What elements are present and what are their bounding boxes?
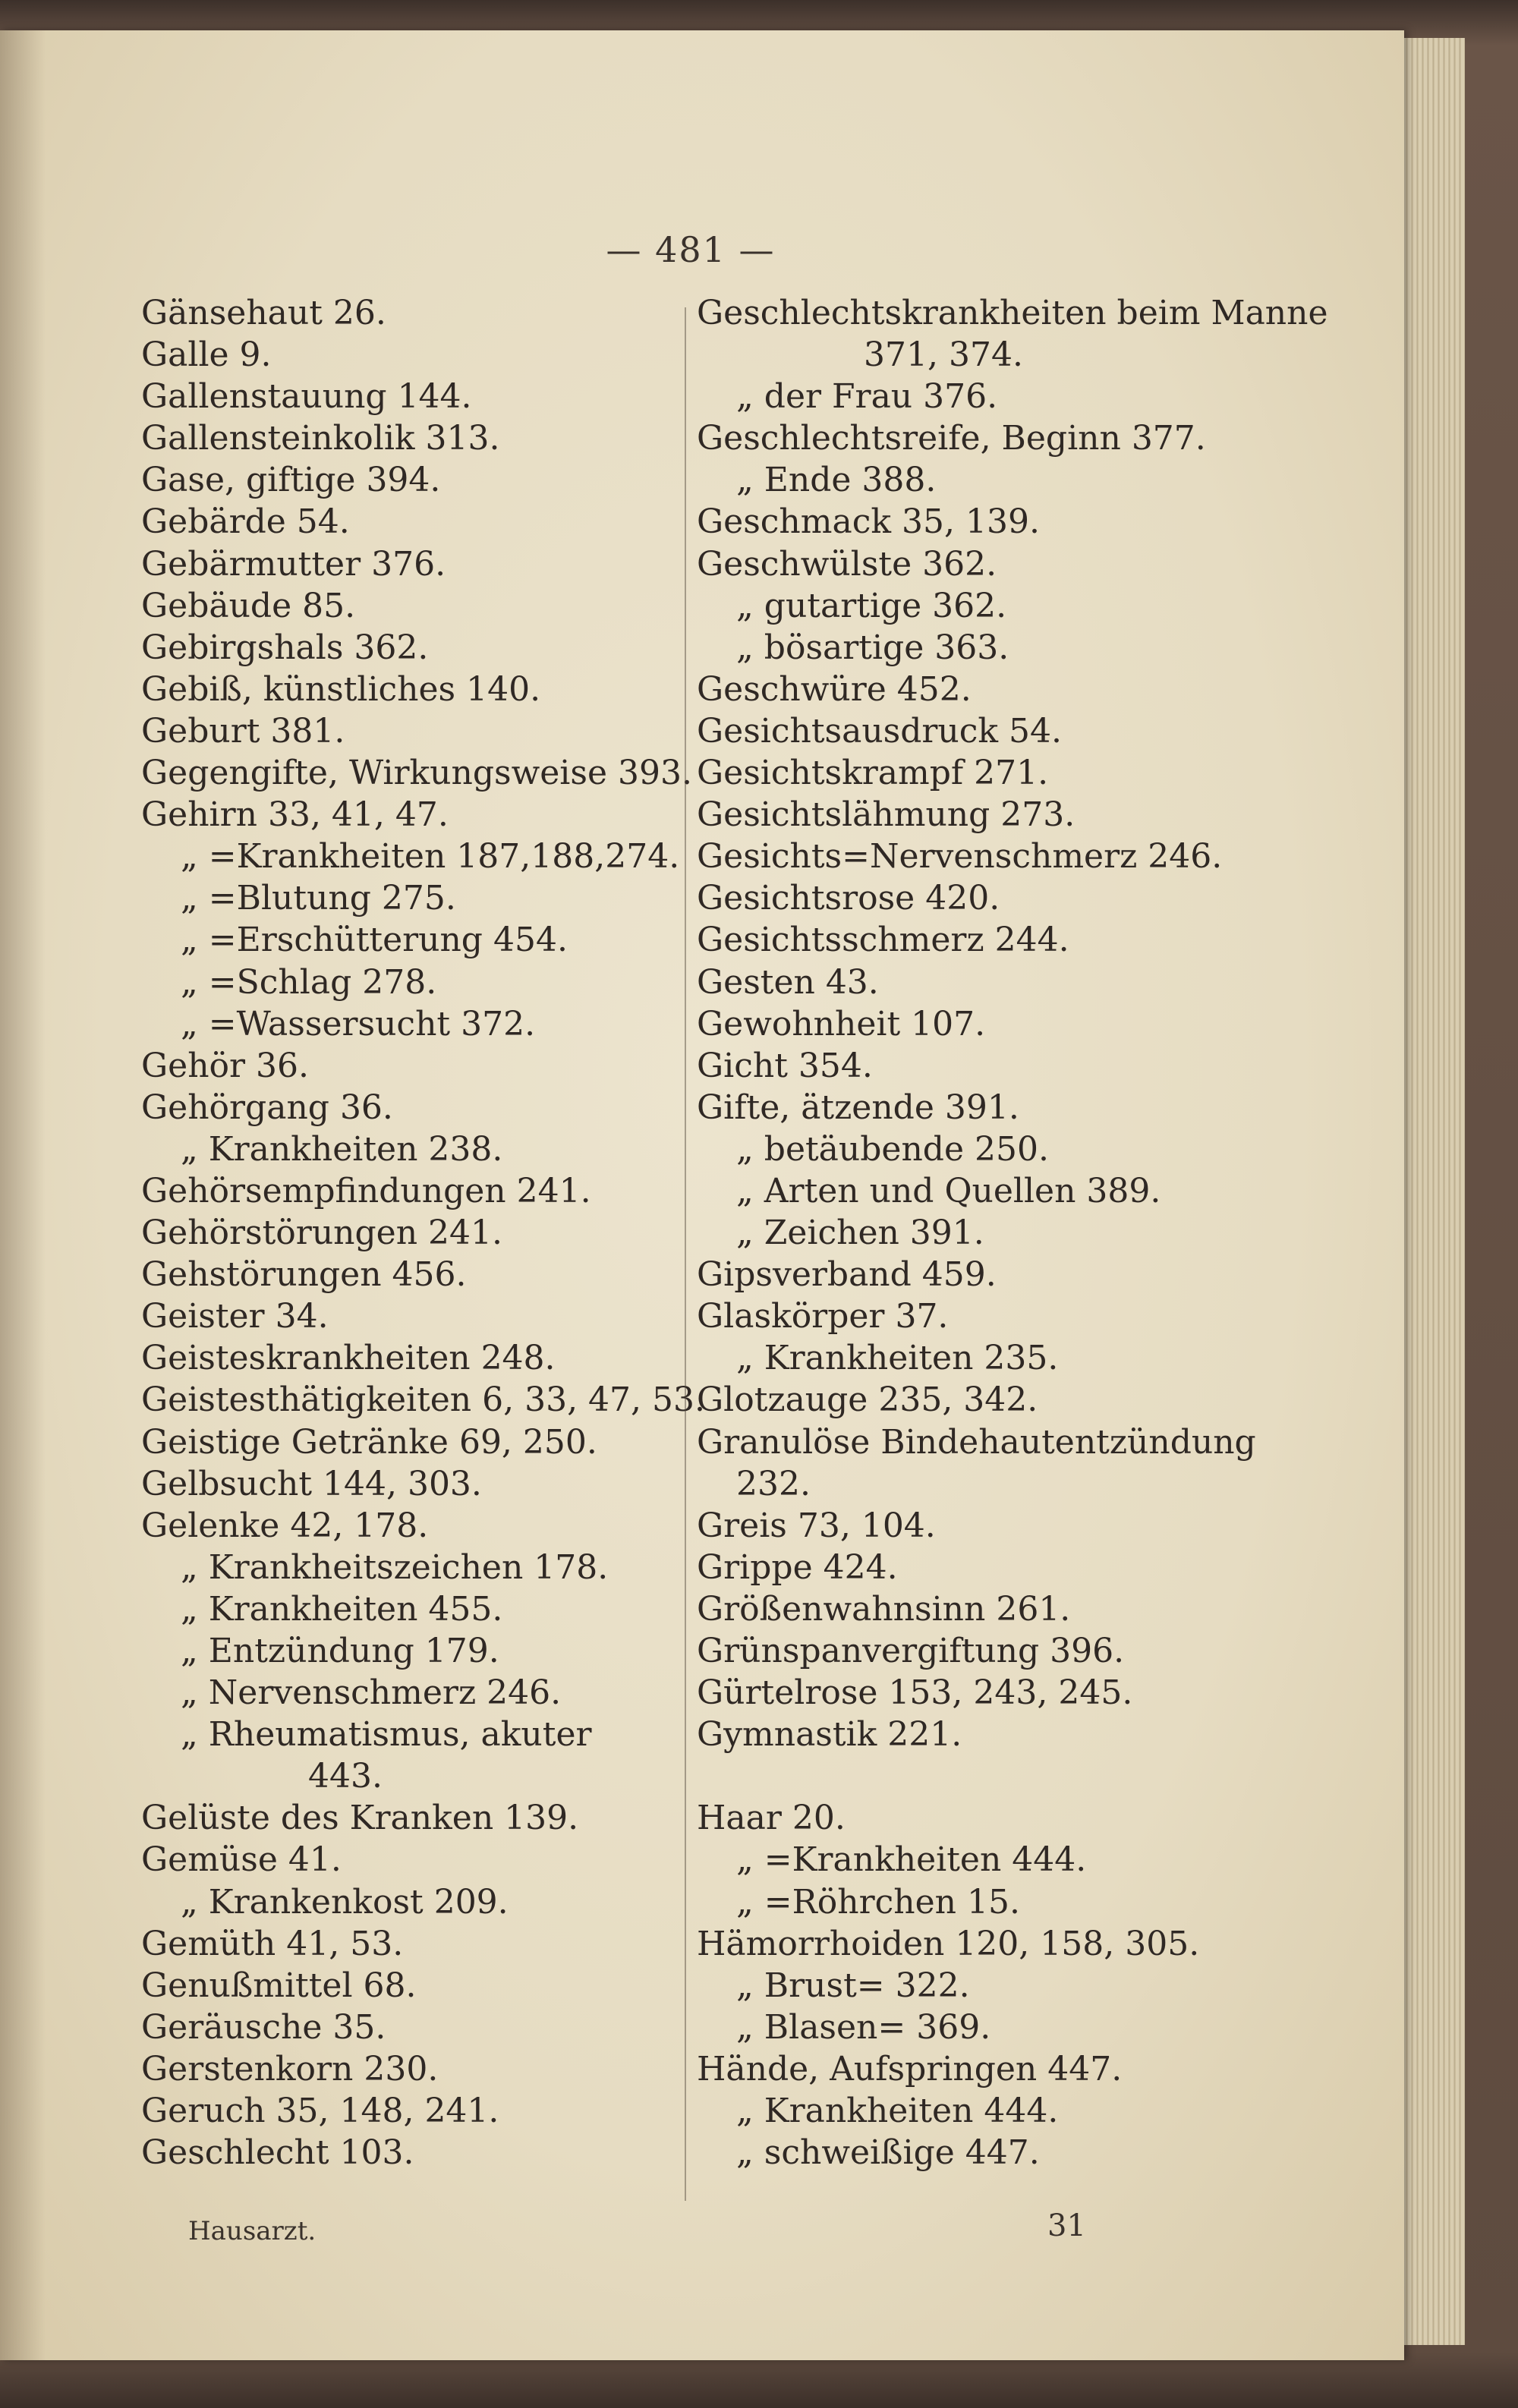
- index-entry: Geistesthätigkeiten 6, 33, 47, 53.: [141, 1380, 705, 1420]
- index-entry: Gesichtsausdruck 54.: [697, 711, 1063, 751]
- index-entry: Grünspanvergiftung 396.: [697, 1632, 1125, 1670]
- index-entry: „ betäubende 250.: [736, 1129, 1049, 1169]
- index-entry: Gesten 43.: [697, 962, 879, 1002]
- index-entry: „ bösartige 363.: [736, 628, 1009, 667]
- index-entry: Hämorrhoiden 120, 158, 305.: [697, 1924, 1200, 1963]
- index-entry: Gehör 36.: [141, 1046, 310, 1085]
- signature-mark: Hausarzt.: [188, 2216, 317, 2246]
- index-entry: Gehörgang 36.: [141, 1088, 393, 1127]
- index-entry: Geschlechtskrankheiten beim Manne: [697, 294, 1328, 332]
- index-entry: „ schweißige 447.: [736, 2133, 1040, 2173]
- index-entry: 443.: [308, 1757, 383, 1796]
- index-entry: „ Zeichen 391.: [736, 1213, 984, 1253]
- index-entry: Geschlechtsreife, Beginn 377.: [697, 419, 1206, 458]
- index-entry: 232.: [736, 1464, 811, 1503]
- index-entry: Gesichtslähmung 273.: [697, 795, 1076, 835]
- index-entry: Gelüste des Kranken 139.: [141, 1799, 579, 1838]
- index-entry: Glaskörper 37.: [697, 1297, 949, 1336]
- index-entry: „ =Schlag 278.: [181, 962, 437, 1002]
- index-entry: Gänsehaut 26.: [141, 294, 386, 332]
- index-column-right: [697, 292, 1328, 2173]
- index-entry: Gallensteinkolik 313.: [141, 419, 500, 458]
- index-entry: Hände, Aufspringen 447.: [697, 2049, 1123, 2089]
- index-entry: Gymnastik 221.: [697, 1715, 962, 1755]
- index-entry: Geschmack 35, 139.: [697, 502, 1040, 542]
- index-entry: Gesichtsrose 420.: [697, 879, 1000, 918]
- index-entry: Galle 9.: [141, 335, 272, 375]
- index-entry: „ Krankheiten 235.: [736, 1339, 1059, 1378]
- index-entry: „ Krankheiten 444.: [736, 2092, 1059, 2131]
- index-entry: Geschlecht 103.: [141, 2133, 414, 2173]
- index-entry: Gehstörungen 456.: [141, 1255, 467, 1295]
- index-entry: Gebärde 54.: [141, 502, 350, 542]
- index-entry: „ Blasen= 369.: [736, 2007, 991, 2047]
- index-entry: Gewohnheit 107.: [697, 1004, 986, 1043]
- page-number: — 481 —: [606, 229, 776, 270]
- index-entry: Gerstenkorn 230.: [141, 2049, 439, 2089]
- index-entry: „ Krankenkost 209.: [181, 1882, 509, 1922]
- index-entry: „ Krankheitszeichen 178.: [181, 1547, 609, 1587]
- index-entry: „ =Wassersucht 372.: [181, 1004, 536, 1043]
- index-entry: Geistige Getränke 69, 250.: [141, 1422, 597, 1462]
- index-entry: Geister 34.: [141, 1297, 329, 1336]
- index-entry: Granulöse Bindehautentzündung: [697, 1422, 1256, 1462]
- index-entry: Geschwülste 362.: [697, 544, 997, 584]
- index-entry: Geisteskrankheiten 248.: [141, 1339, 556, 1378]
- index-entry: „ =Krankheiten 187,188,274.: [181, 837, 680, 877]
- index-entry: „ =Blutung 275.: [181, 879, 456, 918]
- index-entry: Geschwüre 452.: [697, 669, 972, 709]
- index-entry: Gallenstauung 144.: [141, 377, 472, 417]
- index-entry: „ Krankheiten 455.: [181, 1589, 503, 1629]
- index-entry: „ Nervenschmerz 246.: [181, 1673, 562, 1713]
- index-entry: Gesichtsschmerz 244.: [697, 921, 1069, 960]
- index-entry: Größenwahnsinn 261.: [697, 1589, 1071, 1629]
- index-entry: Geräusche 35.: [141, 2007, 386, 2047]
- index-entry: Gifte, ätzende 391.: [697, 1088, 1019, 1127]
- index-entry: Glotzauge 235, 342.: [697, 1380, 1038, 1420]
- index-entry: „ Rheumatismus, akuter: [181, 1715, 592, 1755]
- index-entry: Gicht 354.: [697, 1046, 873, 1085]
- index-entry: 371, 374.: [864, 335, 1023, 375]
- index-entry: Gipsverband 459.: [697, 1255, 997, 1295]
- index-entry: Gesichtskrampf 271.: [697, 754, 1049, 793]
- index-entry: „ Arten und Quellen 389.: [736, 1171, 1161, 1210]
- index-entry: „ =Röhrchen 15.: [736, 1882, 1020, 1922]
- index-entry: „ Krankheiten 238.: [181, 1129, 503, 1169]
- index-entry: Haar 20.: [697, 1799, 846, 1838]
- index-entry: Gelbsucht 144, 303.: [141, 1464, 482, 1503]
- index-entry: Gehörsempfindungen 241.: [141, 1171, 591, 1210]
- sheet-number: 31: [1047, 2208, 1086, 2243]
- index-entry: Gehörstörungen 241.: [141, 1213, 503, 1253]
- index-entry: Gesichts=Nervenschmerz 246.: [697, 837, 1223, 877]
- index-entry: Geburt 381.: [141, 711, 345, 751]
- index-entry: Genußmittel 68.: [141, 1966, 417, 2005]
- index-entry: Gegengifte, Wirkungsweise 393.: [141, 754, 692, 793]
- blank-line: [697, 1755, 1243, 1797]
- index-entry: Gürtelrose 153, 243, 245.: [697, 1673, 1133, 1713]
- index-entry: Greis 73, 104.: [697, 1506, 936, 1545]
- index-entry: Grippe 424.: [697, 1547, 898, 1587]
- index-entry: Gemüth 41, 53.: [141, 1924, 404, 1963]
- index-entry: „ =Erschütterung 454.: [181, 921, 568, 960]
- index-entry: Gebirgshals 362.: [141, 628, 429, 667]
- index-entry: Geruch 35, 148, 241.: [141, 2092, 499, 2131]
- index-entry: Gemüse 41.: [141, 1840, 342, 1880]
- index-entry: Gebiß, künstliches 140.: [141, 669, 541, 709]
- index-entry: „ der Frau 376.: [736, 377, 998, 417]
- index-entry: „ gutartige 362.: [736, 586, 1007, 625]
- index-entry: „ Ende 388.: [736, 461, 937, 500]
- index-entry: „ =Krankheiten 444.: [736, 1840, 1087, 1880]
- index-entry: Gelenke 42, 178.: [141, 1506, 429, 1545]
- index-entry: Gehirn 33, 41, 47.: [141, 795, 449, 835]
- index-entry: „ Brust= 322.: [736, 1966, 970, 2005]
- column-divider: [685, 307, 686, 2201]
- index-entry: Gebärmutter 376.: [141, 544, 446, 584]
- book-page: [0, 30, 1404, 2360]
- index-entry: Gebäude 85.: [141, 586, 356, 625]
- index-column-left: [141, 292, 705, 2173]
- index-entry: „ Entzündung 179.: [181, 1632, 499, 1670]
- index-entry: Gase, giftige 394.: [141, 461, 441, 500]
